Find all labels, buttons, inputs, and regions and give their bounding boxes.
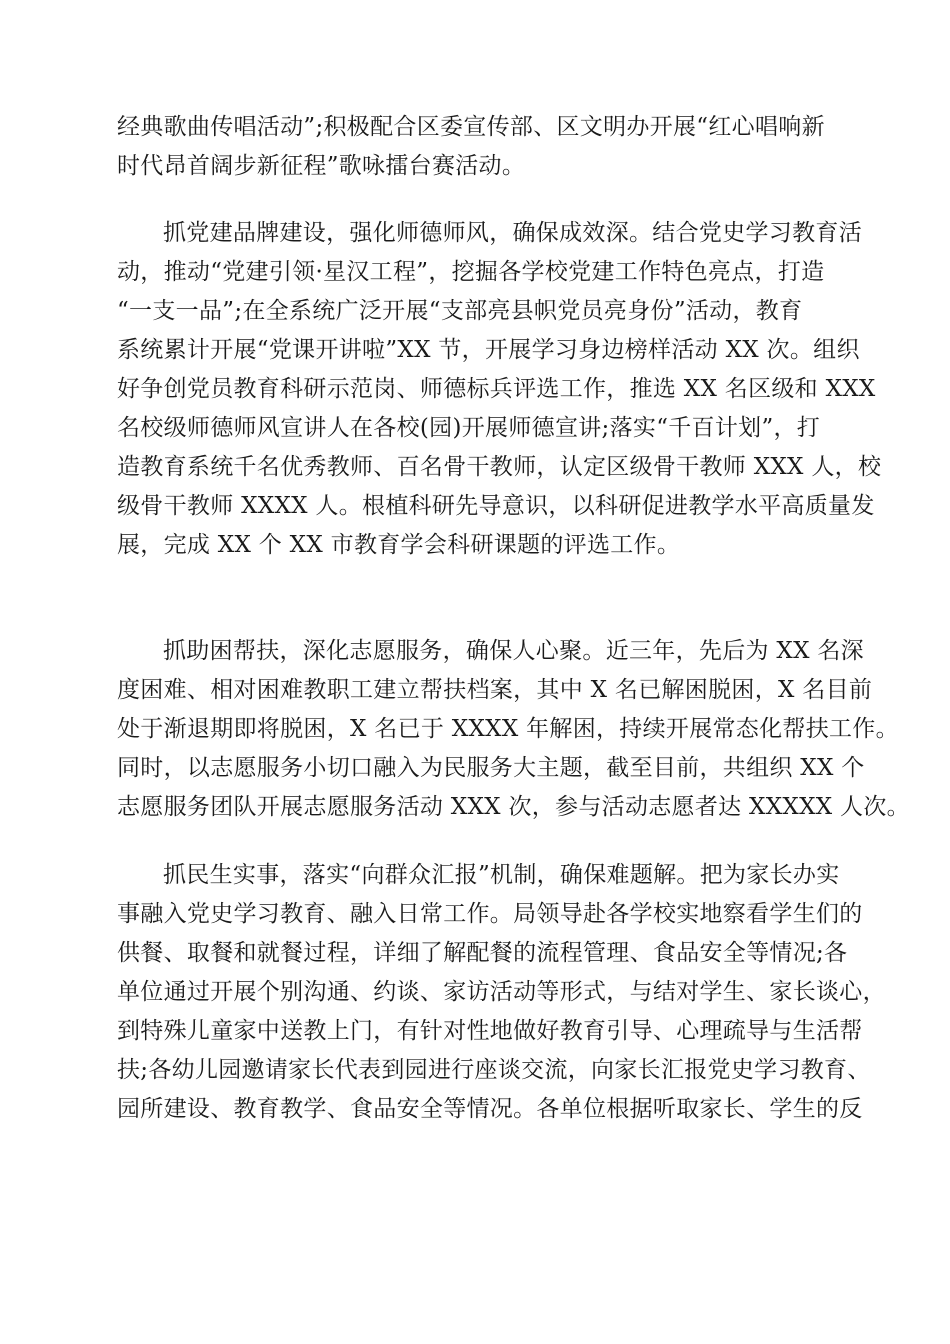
text-line: 系统累计开展“党课开讲啦”XX 节，开展学习身边榜样活动 XX 次。组织 — [117, 337, 860, 363]
text-line: 展，完成 XX 个 XX 市教育学会科研课题的评选工作。 — [117, 532, 681, 558]
text-line: 单位通过开展个别沟通、约谈、家访活动等形式，与结对学生、家长谈心， — [117, 979, 886, 1005]
text-line: 抓助困帮扶，深化志愿服务，确保人心聚。近三年，先后为 XX 名深 — [163, 638, 864, 664]
text-line: 志愿服务团队开展志愿服务活动 XXX 次，参与活动志愿者达 XXXXX 人次。 — [117, 794, 910, 820]
text-line: 度困难、相对困难教职工建立帮扶档案，其中 X 名已解困脱困，X 名目前 — [117, 677, 873, 703]
text-line: 抓党建品牌建设，强化师德师风，确保成效深。结合党史学习教育活 — [163, 220, 862, 246]
text-line: 时代昂首阔步新征程”歌咏擂台赛活动。 — [117, 153, 526, 179]
text-line: 同时，以志愿服务小切口融入为民服务大主题，截至目前，共组织 XX 个 — [117, 755, 865, 781]
text-line: 动，推动“党建引领·星汉工程”，挖掘各学校党建工作特色亮点，打造 — [117, 259, 825, 285]
text-line: “一支一品”;在全系统广泛开展“支部亮县帜党员亮身份”活动，教育 — [117, 298, 803, 324]
text-line: 抓民生实事，落实“向群众汇报”机制，确保难题解。把为家长办实 — [163, 862, 840, 888]
text-line: 好争创党员教育科研示范岗、师德标兵评选工作，推选 XX 名区级和 XXX — [117, 376, 876, 402]
text-line: 名校级师德师风宣讲人在各校(园)开展师德宣讲;落实“千百计划”，打 — [117, 415, 821, 441]
text-line: 处于渐退期即将脱困，X 名已于 XXXX 年解困，持续开展常态化帮扶工作。 — [117, 716, 899, 742]
text-line: 事融入党史学习教育、融入日常工作。局领导赴各学校实地察看学生们的 — [117, 901, 863, 927]
text-line: 扶;各幼儿园邀请家长代表到园进行座谈交流，向家长汇报党史学习教育、 — [117, 1057, 871, 1083]
text-line: 供餐、取餐和就餐过程，详细了解配餐的流程管理、食品安全等情况;各 — [117, 940, 848, 966]
text-line: 级骨干教师 XXXX 人。根植科研先导意识，以科研促进教学水平高质量发 — [117, 493, 875, 519]
text-line: 经典歌曲传唱活动”;积极配合区委宣传部、区文明办开展“红心唱响新 — [117, 114, 825, 140]
text-line: 造教育系统千名优秀教师、百名骨干教师，认定区级骨干教师 XXX 人，校 — [117, 454, 882, 480]
text-line: 园所建设、教育教学、食品安全等情况。各单位根据听取家长、学生的反 — [117, 1096, 863, 1122]
text-line: 到特殊儿童家中送教上门，有针对性地做好教育引导、心理疏导与生活帮 — [117, 1018, 863, 1044]
